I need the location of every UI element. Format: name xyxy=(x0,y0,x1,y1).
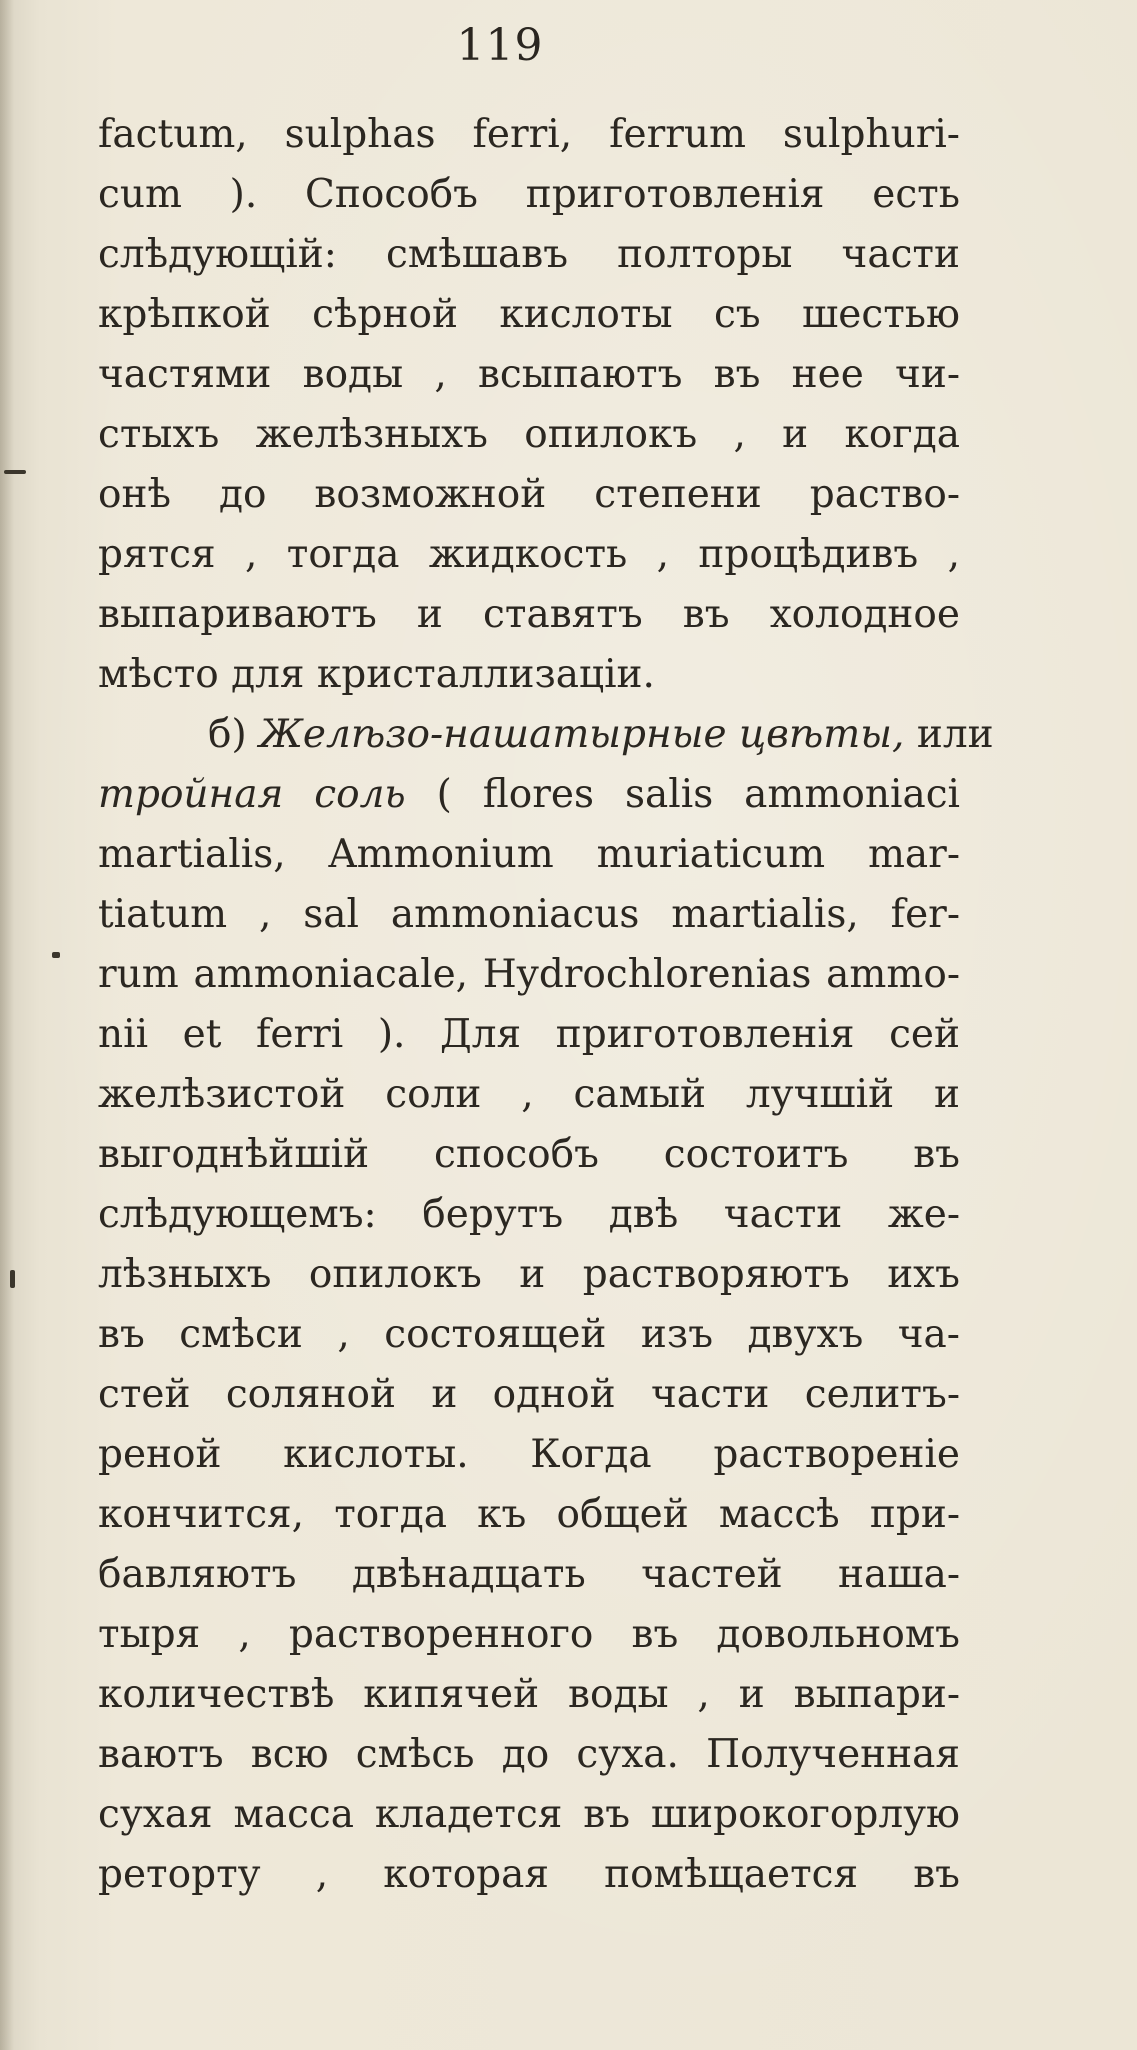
page-number: 119 xyxy=(456,20,544,71)
text-line: ваютъ всю смѣсь до суха. Полученная xyxy=(98,1732,960,1777)
text-line: рятся , тогда жидкость , процѣдивъ , xyxy=(98,532,960,577)
text-line: онѣ до возможной степени раство- xyxy=(98,472,960,517)
ink-speck xyxy=(4,470,26,474)
ink-speck xyxy=(10,1270,15,1288)
text-fragment: ( flores salis ammoniaci xyxy=(436,772,961,817)
text-line: кончится, тогда къ общей массѣ при- xyxy=(98,1492,960,1537)
text-line: сухая масса кладется въ широкогорлую xyxy=(98,1792,960,1837)
text-line: частями воды , всыпаютъ въ нее чи- xyxy=(98,352,960,397)
text-line: крѣпкой сѣрной кислоты съ шестью xyxy=(98,292,960,337)
text-line: martialis, Ammonium muriaticum mar- xyxy=(98,832,960,877)
text-line: rum ammoniacale, Hydrochlorenias ammo- xyxy=(98,952,960,997)
text-line: выгоднѣйшій способъ состоитъ въ xyxy=(98,1132,960,1177)
text-line: nii et ferri ). Для приготовленія сей xyxy=(98,1012,960,1057)
text-line: реной кислоты. Когда раствореніе xyxy=(98,1432,960,1477)
text-line: мѣсто для кристаллизаціи. xyxy=(98,652,655,697)
section-title-italic: Желѣзо-нашатырные цвѣты, xyxy=(259,712,905,757)
section-heading-line xyxy=(98,705,994,765)
body-text xyxy=(98,105,994,1905)
text-line: въ смѣси , состоящей изъ двухъ ча- xyxy=(98,1312,960,1357)
alt-title-italic: тройная соль xyxy=(98,772,406,817)
text-line: бавляютъ двѣнадцать частей наша- xyxy=(98,1552,960,1597)
section-marker: б) xyxy=(208,712,247,757)
text-line xyxy=(98,765,960,825)
text-line: стыхъ желѣзныхъ опилокъ , и когда xyxy=(98,412,960,457)
text-line: лѣзныхъ опилокъ и растворяютъ ихъ xyxy=(98,1252,960,1297)
text-line: количествѣ кипячей воды , и выпари- xyxy=(98,1672,960,1717)
text-line: реторту , которая помѣщается въ xyxy=(98,1852,960,1897)
text-line: стей соляной и одной части селитъ- xyxy=(98,1372,960,1417)
text-fragment: или xyxy=(916,712,994,757)
text-line: слѣдующемъ: берутъ двѣ части же- xyxy=(98,1192,960,1237)
text-line: слѣдующій: смѣшавъ полторы части xyxy=(98,232,960,277)
page-gutter-shadow xyxy=(0,0,14,2050)
text-line: желѣзистой соли , самый лучшій и xyxy=(98,1072,960,1117)
text-line: tiatum , sal ammoniacus martialis, fer- xyxy=(98,892,960,937)
ink-speck xyxy=(52,952,60,958)
text-line: cum ). Способъ приготовленія есть xyxy=(98,172,960,217)
text-line: тыря , растворенного въ довольномъ xyxy=(98,1612,960,1657)
text-line: выпариваютъ и ставятъ въ холодное xyxy=(98,592,960,637)
text-line: factum, sulphas ferri, ferrum sulphuri- xyxy=(98,112,960,157)
